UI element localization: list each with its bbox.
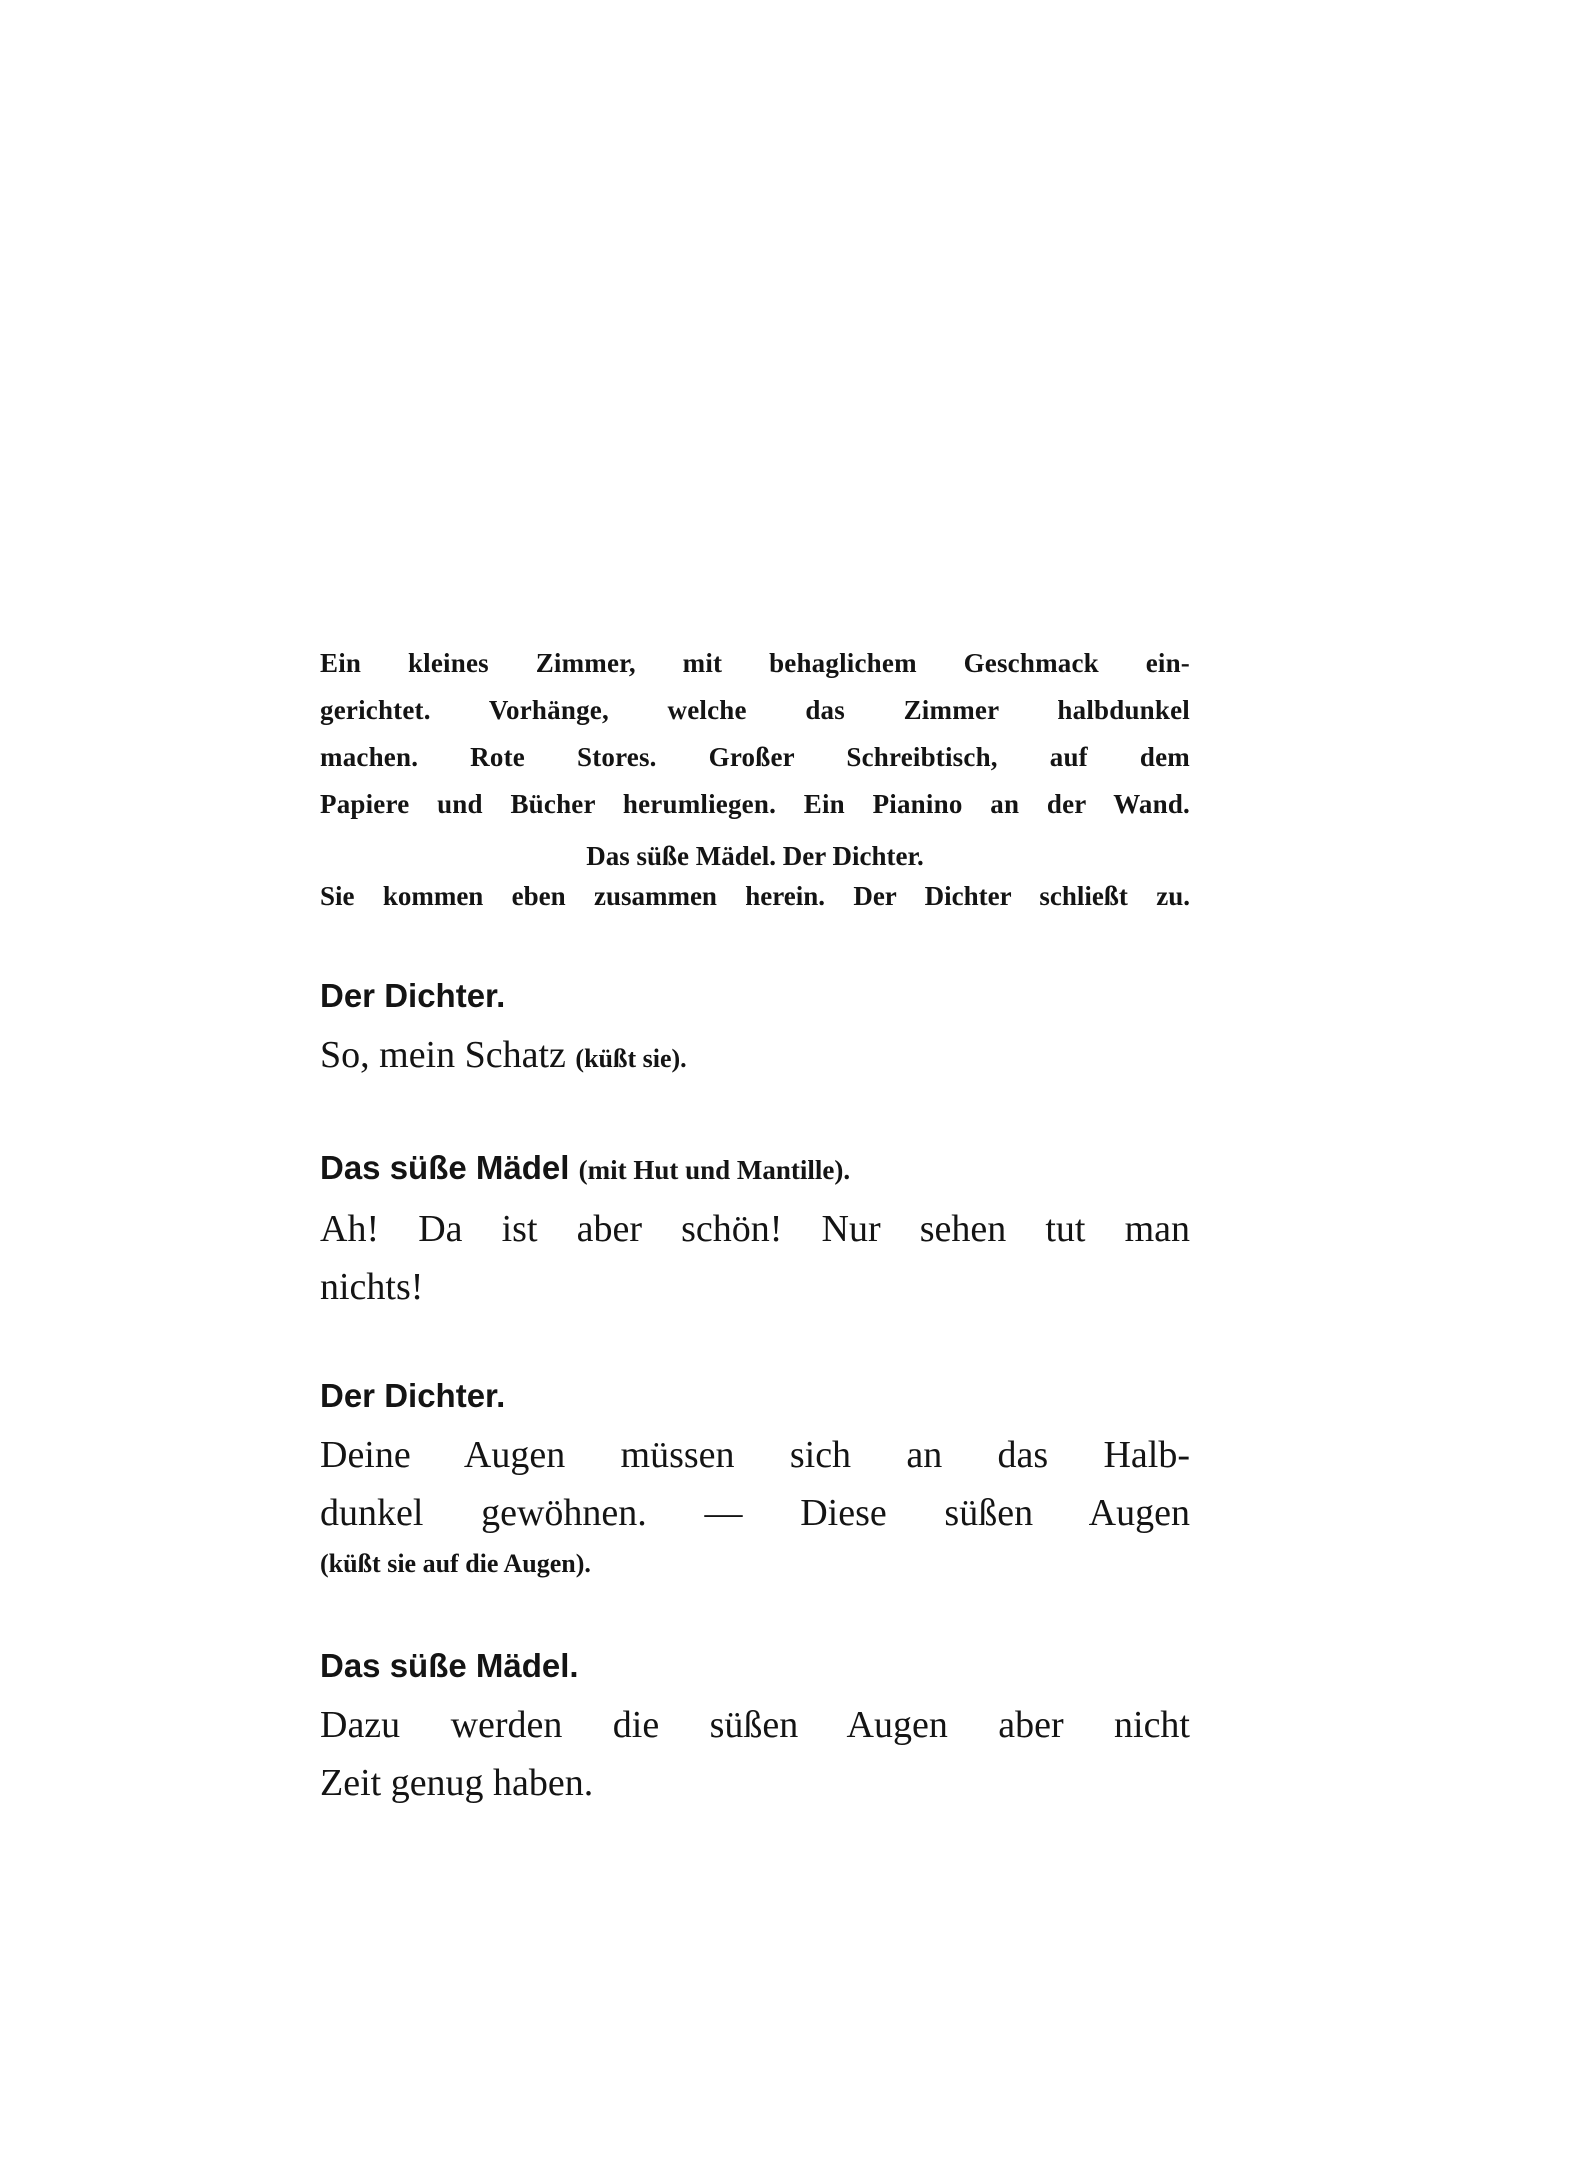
speaker-name — [320, 966, 1190, 1026]
speech-text — [320, 1426, 1190, 1586]
inline-stage-direction: (küßt sie). — [575, 1044, 687, 1073]
entry-direction: Sie kommen eben zusammen herein. Der Dichter schließt zu. — [320, 881, 1190, 911]
stage-direction-line: machen. Rote Stores. Großer Schreibtisch, auf dem — [320, 742, 1190, 772]
speech-text — [320, 1200, 1190, 1316]
speech-line: Dazu werden die süßen Augen aber nicht — [320, 1704, 1190, 1746]
speech-line: Deine Augen müssen sich an das Halb- — [320, 1434, 1190, 1476]
dialogue-block — [320, 1138, 1190, 1316]
speech-line: dunkel gewöhnen. — Diese süßen Augen — [320, 1492, 1190, 1534]
speech-line: nichts! — [320, 1266, 424, 1308]
speech-line: So, mein Schatz — [320, 1034, 566, 1076]
speaker-label: Der Dichter. — [320, 1377, 506, 1414]
speech-text — [320, 1696, 1190, 1812]
characters-list: Das süße Mädel. Der Dichter. — [586, 841, 924, 871]
inline-stage-direction: (küßt sie auf die Augen). — [320, 1549, 591, 1578]
speaker-name — [320, 1366, 1190, 1426]
stage-direction-line: Papiere und Bücher herumliegen. Ein Pianino an der Wand. — [320, 789, 1190, 819]
speaker-label: Das süße Mädel. — [320, 1647, 579, 1684]
speech-line: Zeit genug haben. — [320, 1762, 594, 1804]
speech-text — [320, 1026, 1190, 1088]
book-page-text — [320, 640, 1190, 1812]
stage-direction-line: Ein kleines Zimmer, mit behaglichem Geschmack ein- — [320, 648, 1190, 678]
dialogue-block — [320, 1366, 1190, 1586]
stage-direction — [320, 640, 1190, 828]
speech-line: Ah! Da ist aber schön! Nur sehen tut man — [320, 1208, 1190, 1250]
speaker-stage-direction: (mit Hut und Mantille). — [578, 1155, 851, 1185]
speaker-name — [320, 1138, 1190, 1200]
dialogue-block — [320, 966, 1190, 1088]
speaker-name — [320, 1636, 1190, 1696]
dialogue-block — [320, 1636, 1190, 1812]
speaker-label: Der Dichter. — [320, 977, 506, 1014]
stage-direction-line: gerichtet. Vorhänge, welche das Zimmer halbdunkel — [320, 695, 1190, 725]
speaker-label: Das süße Mädel — [320, 1149, 570, 1186]
